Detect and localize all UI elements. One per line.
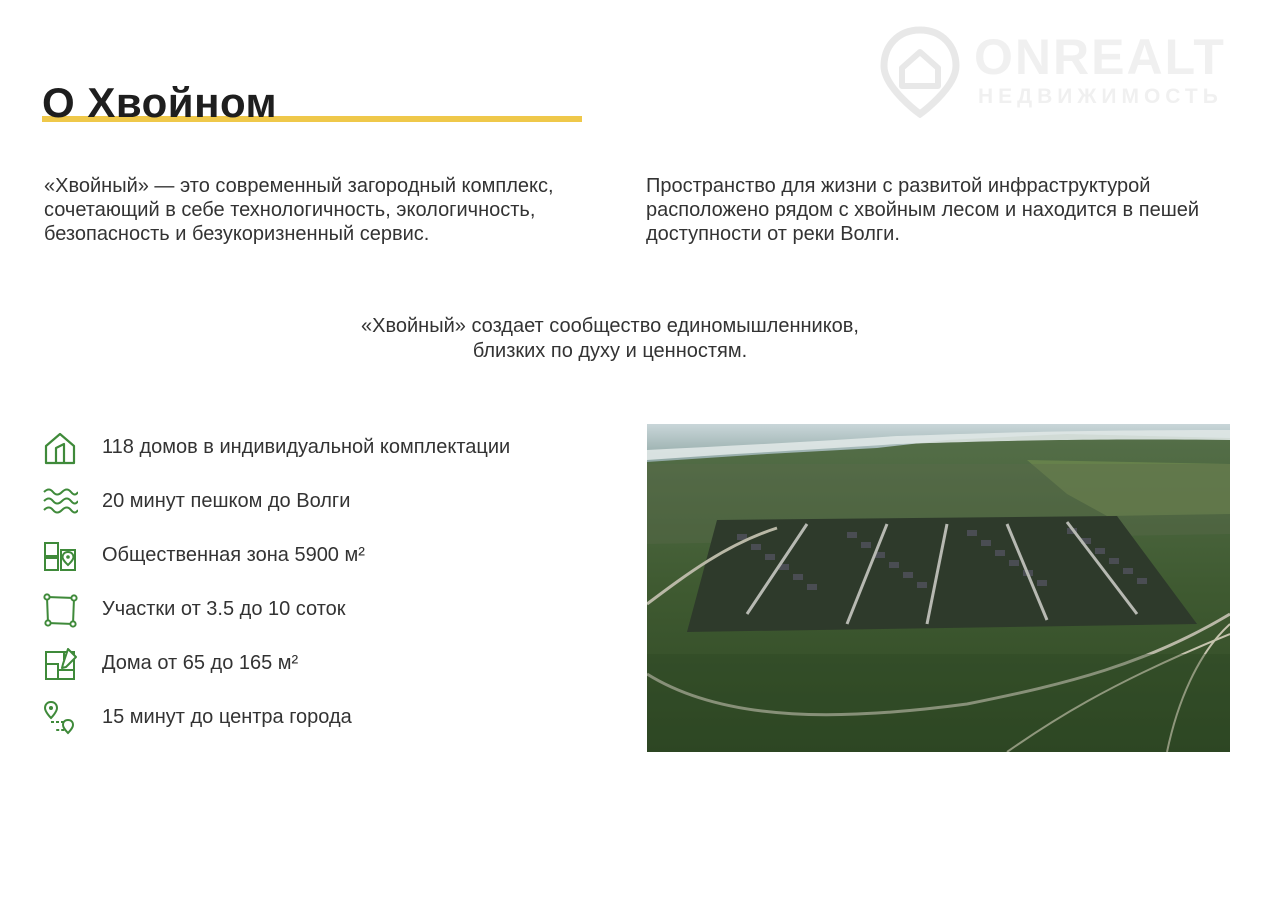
community-quote (300, 314, 920, 364)
feature-item-plots (42, 590, 622, 644)
floorplan-icon (42, 646, 78, 682)
feature-text: 15 минут до центра города (102, 706, 352, 728)
waves-icon (42, 484, 78, 520)
feature-item-house-area (42, 644, 622, 698)
intro-right-paragraph: Пространство для жизни с развитой инфраструктурой расположено рядом с хвойным лесом и находится в пешей доступности от реки Волги. (646, 175, 1200, 245)
map-pin-icon (42, 538, 78, 574)
onrealt-watermark (878, 26, 1250, 118)
quote-line-2: близких по духу и ценностям. (472, 340, 748, 362)
watermark-brand: ONREALT (974, 29, 1226, 85)
feature-item-public-zone (42, 536, 622, 590)
aerial-photo (647, 424, 1230, 752)
feature-text: 20 минут пешком до Волги (102, 490, 351, 512)
quote-line-1: «Хвойный» создает сообщество единомышленников, (361, 315, 859, 337)
feature-item-volga (42, 482, 622, 536)
feature-text: Общественная зона 5900 м² (102, 544, 365, 566)
title-block (42, 79, 582, 128)
page-title: О Хвойном (42, 79, 278, 126)
intro-left-paragraph: «Хвойный» — это современный загородный комплекс, сочетающий в себе технологичность, экологичность, безопасность и безукоризненный сервис. (44, 175, 554, 245)
feature-list (42, 428, 622, 752)
feature-item-houses (42, 428, 622, 482)
watermark-subtitle: НЕДВИЖИМОСТЬ (978, 85, 1223, 108)
feature-item-city-center (42, 698, 622, 752)
feature-text: 118 домов в индивидуальной комплектации (102, 436, 511, 458)
feature-text: Участки от 3.5 до 10 соток (102, 598, 346, 620)
house-pin-logo-icon (878, 26, 962, 118)
route-icon (42, 700, 78, 736)
plot-icon (42, 592, 78, 628)
house-icon (42, 430, 78, 466)
feature-text: Дома от 65 до 165 м² (102, 652, 299, 674)
